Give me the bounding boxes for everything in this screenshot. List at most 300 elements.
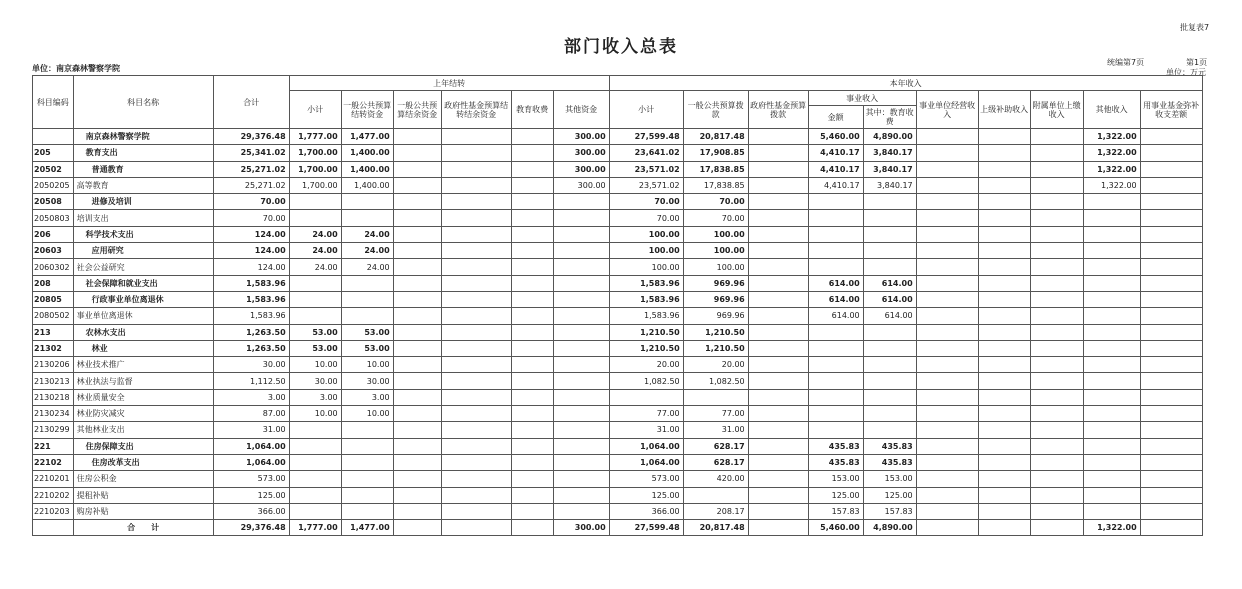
cell-upper bbox=[978, 471, 1030, 487]
table-row bbox=[33, 357, 1203, 373]
cell-other bbox=[1083, 243, 1140, 259]
cell-affil bbox=[1030, 357, 1083, 373]
cell-affil bbox=[1030, 177, 1083, 193]
cell-biz_oper bbox=[916, 454, 978, 470]
cell-other bbox=[1083, 422, 1140, 438]
cell-p_gen bbox=[341, 210, 393, 226]
cell-biz_oper bbox=[916, 340, 978, 356]
cell-c_fund bbox=[748, 259, 808, 275]
table-row bbox=[33, 145, 1203, 161]
cell-c_sub: 1,210.50 bbox=[609, 340, 683, 356]
cell-p_sub bbox=[289, 503, 341, 519]
cell-upper bbox=[978, 129, 1030, 145]
table-row bbox=[33, 129, 1203, 145]
col-cur-fund: 政府性基金预算拨款 bbox=[748, 91, 808, 129]
cell-p_gen: 1,477.00 bbox=[341, 129, 393, 145]
row-name: 住房改革支出 bbox=[73, 454, 213, 470]
cell-p_edu bbox=[511, 145, 553, 161]
row-code: 22102 bbox=[33, 454, 74, 470]
cell-p_fund bbox=[441, 340, 511, 356]
cell-p_edu bbox=[511, 357, 553, 373]
row-name: 科学技术支出 bbox=[73, 226, 213, 242]
cell-p_gen2 bbox=[393, 438, 441, 454]
cell-offset bbox=[1140, 357, 1202, 373]
cell-c_fund bbox=[748, 454, 808, 470]
cell-total: 1,064.00 bbox=[213, 438, 289, 454]
cell-p_gen2 bbox=[393, 324, 441, 340]
cell-total: 1,064.00 bbox=[213, 454, 289, 470]
cell-biz_oper bbox=[916, 259, 978, 275]
cell-p_gen2 bbox=[393, 243, 441, 259]
page-info: 统编第7页 bbox=[1107, 58, 1145, 67]
col-biz-edu: 其中：教育收费 bbox=[863, 106, 916, 129]
cell-biz_edu: 3,840.17 bbox=[863, 145, 916, 161]
cell-other bbox=[1083, 438, 1140, 454]
table-row bbox=[33, 291, 1203, 307]
row-name: 高等教育 bbox=[73, 177, 213, 193]
row-name: 林业防灾减灾 bbox=[73, 406, 213, 422]
cell-total: 30.00 bbox=[213, 357, 289, 373]
cell-p_edu bbox=[511, 454, 553, 470]
cell-other bbox=[1083, 340, 1140, 356]
row-name: 培训支出 bbox=[73, 210, 213, 226]
cell-p_other bbox=[553, 259, 609, 275]
cell-c_sub: 366.00 bbox=[609, 503, 683, 519]
cell-c_gen: 17,838.85 bbox=[683, 177, 748, 193]
cell-upper bbox=[978, 340, 1030, 356]
cell-p_gen bbox=[341, 275, 393, 291]
table-row bbox=[33, 194, 1203, 210]
cell-biz_amt bbox=[808, 422, 863, 438]
col-prev-general: 一般公共预算结转资金 bbox=[341, 91, 393, 129]
form-id: 批复表7 bbox=[1180, 23, 1210, 32]
cell-affil bbox=[1030, 194, 1083, 210]
cell-p_fund bbox=[441, 487, 511, 503]
cell-upper bbox=[978, 308, 1030, 324]
cell-biz_amt: 614.00 bbox=[808, 291, 863, 307]
cell-p_fund bbox=[441, 177, 511, 193]
cell-p_edu bbox=[511, 243, 553, 259]
col-prev-general2: 一般公共预算结余资金 bbox=[393, 91, 441, 129]
col-group-prev: 上年结转 bbox=[289, 76, 609, 91]
cell-biz_amt bbox=[808, 406, 863, 422]
row-code: 2080502 bbox=[33, 308, 74, 324]
cell-p_other bbox=[553, 406, 609, 422]
cell-biz_amt bbox=[808, 259, 863, 275]
cell-p_edu bbox=[511, 226, 553, 242]
cell-c_sub: 1,583.96 bbox=[609, 291, 683, 307]
cell-p_gen2 bbox=[393, 308, 441, 324]
cell-p_gen: 3.00 bbox=[341, 389, 393, 405]
cell-offset bbox=[1140, 194, 1202, 210]
total-label: 合 计 bbox=[73, 520, 213, 536]
cell-p_edu bbox=[511, 340, 553, 356]
cell-p_edu bbox=[511, 259, 553, 275]
cell-upper bbox=[978, 275, 1030, 291]
row-code: 2210202 bbox=[33, 487, 74, 503]
cell-total: 366.00 bbox=[213, 503, 289, 519]
row-name: 住房公积金 bbox=[73, 471, 213, 487]
cell-p_gen2 bbox=[393, 275, 441, 291]
cell-total: 124.00 bbox=[213, 226, 289, 242]
cell-p_edu bbox=[511, 438, 553, 454]
cell-p_other bbox=[553, 471, 609, 487]
cell-biz_amt: 614.00 bbox=[808, 308, 863, 324]
cell-affil bbox=[1030, 454, 1083, 470]
cell-p_sub: 24.00 bbox=[289, 243, 341, 259]
cell-offset bbox=[1140, 340, 1202, 356]
cell-biz_amt bbox=[808, 340, 863, 356]
table-row bbox=[33, 471, 1203, 487]
cell-other: 1,322.00 bbox=[1083, 161, 1140, 177]
cell-p_other bbox=[553, 357, 609, 373]
cell-p_fund bbox=[441, 471, 511, 487]
cell-p_gen2 bbox=[393, 503, 441, 519]
cell-p_fund bbox=[441, 308, 511, 324]
cell-c_sub bbox=[609, 389, 683, 405]
cell-offset bbox=[1140, 422, 1202, 438]
cell-affil bbox=[1030, 438, 1083, 454]
col-cur-subtotal: 小计 bbox=[609, 91, 683, 129]
cell-c_fund bbox=[748, 161, 808, 177]
cell-biz_amt bbox=[808, 357, 863, 373]
cell-upper bbox=[978, 226, 1030, 242]
cell-biz_oper bbox=[916, 210, 978, 226]
row-code: 2050803 bbox=[33, 210, 74, 226]
cell-offset bbox=[1140, 210, 1202, 226]
row-code: 2210201 bbox=[33, 471, 74, 487]
table-row bbox=[33, 373, 1203, 389]
cell-biz_edu: 157.83 bbox=[863, 503, 916, 519]
cell-p_gen2 bbox=[393, 194, 441, 210]
cell-c_sub: 31.00 bbox=[609, 422, 683, 438]
cell-total: 29,376.48 bbox=[213, 129, 289, 145]
cell-total: 1,583.96 bbox=[213, 291, 289, 307]
cell-p_sub: 3.00 bbox=[289, 389, 341, 405]
cell-offset bbox=[1140, 471, 1202, 487]
cell-biz_edu: 3,840.17 bbox=[863, 161, 916, 177]
col-prev-other: 其他资金 bbox=[553, 91, 609, 129]
cell-p_gen2 bbox=[393, 145, 441, 161]
cell-p_gen2 bbox=[393, 129, 441, 145]
cell-c_fund bbox=[748, 503, 808, 519]
cell-p_sub: 24.00 bbox=[289, 259, 341, 275]
cell-total: 1,112.50 bbox=[213, 373, 289, 389]
row-code bbox=[33, 129, 74, 145]
table-row bbox=[33, 226, 1203, 242]
cell-affil bbox=[1030, 210, 1083, 226]
row-name: 社会公益研究 bbox=[73, 259, 213, 275]
cell-affil bbox=[1030, 487, 1083, 503]
cell-c_sub: 100.00 bbox=[609, 226, 683, 242]
cell-biz_edu: 3,840.17 bbox=[863, 177, 916, 193]
cell-biz_oper bbox=[916, 275, 978, 291]
col-affiliate: 附属单位上缴收入 bbox=[1030, 91, 1083, 129]
cell-other bbox=[1083, 226, 1140, 242]
cell-p_other: 300.00 bbox=[553, 177, 609, 193]
cell-offset bbox=[1140, 406, 1202, 422]
cell-p_edu bbox=[511, 487, 553, 503]
cell-biz_oper bbox=[916, 503, 978, 519]
cell-c_gen bbox=[683, 389, 748, 405]
cell-p_other bbox=[553, 487, 609, 503]
row-code: 2130234 bbox=[33, 406, 74, 422]
cell-biz_amt bbox=[808, 389, 863, 405]
row-code: 206 bbox=[33, 226, 74, 242]
cell-offset bbox=[1140, 259, 1202, 275]
cell-biz_edu: 614.00 bbox=[863, 291, 916, 307]
row-name: 南京森林警察学院 bbox=[73, 129, 213, 145]
cell-c_fund bbox=[748, 291, 808, 307]
table-row bbox=[33, 406, 1203, 422]
cell-c_fund bbox=[748, 177, 808, 193]
cell-p_gen bbox=[341, 291, 393, 307]
cell-total: 125.00 bbox=[213, 487, 289, 503]
cell-p_sub bbox=[289, 275, 341, 291]
cell-p_edu bbox=[511, 422, 553, 438]
cell-p_gen2 bbox=[393, 226, 441, 242]
cell-c_gen: 17,908.85 bbox=[683, 145, 748, 161]
cell-p_fund bbox=[441, 275, 511, 291]
cell-c_sub: 27,599.48 bbox=[609, 129, 683, 145]
cell-p_gen2 bbox=[393, 487, 441, 503]
cell-total: 1,263.50 bbox=[213, 324, 289, 340]
cell-c_sub: 1,210.50 bbox=[609, 324, 683, 340]
cell-total: 1,263.50 bbox=[213, 340, 289, 356]
cell-p_sub bbox=[289, 487, 341, 503]
cell-p_sub: 10.00 bbox=[289, 357, 341, 373]
cell-p_fund bbox=[441, 324, 511, 340]
col-biz-oper: 事业单位经营收入 bbox=[916, 91, 978, 129]
table-row bbox=[33, 177, 1203, 193]
col-cur-general: 一般公共预算拨款 bbox=[683, 91, 748, 129]
cell-c_sub: 23,571.02 bbox=[609, 161, 683, 177]
cell-p_gen2 bbox=[393, 389, 441, 405]
row-code: 2050205 bbox=[33, 177, 74, 193]
cell-c_fund bbox=[748, 226, 808, 242]
cell-biz_amt bbox=[808, 194, 863, 210]
cell-p_sub: 1,700.00 bbox=[289, 161, 341, 177]
cell-upper bbox=[978, 357, 1030, 373]
cell-affil bbox=[1030, 259, 1083, 275]
cell-biz_edu bbox=[863, 340, 916, 356]
cell-c_fund bbox=[748, 471, 808, 487]
row-name: 购房补贴 bbox=[73, 503, 213, 519]
cell-upper bbox=[978, 454, 1030, 470]
row-name: 教育支出 bbox=[73, 145, 213, 161]
cell-c_fund bbox=[748, 406, 808, 422]
table-row bbox=[33, 308, 1203, 324]
cell-p_other bbox=[553, 324, 609, 340]
cell-offset bbox=[1140, 438, 1202, 454]
cell-p_sub: 30.00 bbox=[289, 373, 341, 389]
cell-other: 1,322.00 bbox=[1083, 177, 1140, 193]
cell-upper bbox=[978, 438, 1030, 454]
cell-p_other bbox=[553, 503, 609, 519]
row-name: 应用研究 bbox=[73, 243, 213, 259]
cell-c_fund bbox=[748, 487, 808, 503]
cell-other bbox=[1083, 487, 1140, 503]
cell-p_fund bbox=[441, 454, 511, 470]
col-code: 科目编码 bbox=[33, 76, 74, 129]
cell-c_sub: 23,571.02 bbox=[609, 177, 683, 193]
cell-other bbox=[1083, 357, 1140, 373]
cell-upper bbox=[978, 406, 1030, 422]
cell-upper bbox=[978, 243, 1030, 259]
row-code: 20603 bbox=[33, 243, 74, 259]
cell-p_other bbox=[553, 373, 609, 389]
cell-c_gen: 77.00 bbox=[683, 406, 748, 422]
cell-c_sub: 1,064.00 bbox=[609, 454, 683, 470]
cell-biz_edu bbox=[863, 243, 916, 259]
cell-offset bbox=[1140, 145, 1202, 161]
unit-label: 单位：南京森林警察学院 bbox=[32, 64, 120, 73]
cell-biz_edu bbox=[863, 226, 916, 242]
cell-upper bbox=[978, 389, 1030, 405]
cell-p_sub bbox=[289, 471, 341, 487]
currency-unit: 单位：万元 bbox=[1166, 68, 1206, 77]
cell-p_sub bbox=[289, 194, 341, 210]
cell-biz_oper bbox=[916, 129, 978, 145]
cell-c_gen: 208.17 bbox=[683, 503, 748, 519]
cell-c_sub: 70.00 bbox=[609, 210, 683, 226]
cell-p_other bbox=[553, 438, 609, 454]
cell-c_fund bbox=[748, 340, 808, 356]
cell-affil bbox=[1030, 406, 1083, 422]
cell-p_gen2 bbox=[393, 161, 441, 177]
cell-upper bbox=[978, 194, 1030, 210]
cell-c_gen: 1,210.50 bbox=[683, 324, 748, 340]
cell-biz_edu: 435.83 bbox=[863, 438, 916, 454]
cell-p_sub bbox=[289, 438, 341, 454]
cell-c_gen bbox=[683, 487, 748, 503]
table-row bbox=[33, 161, 1203, 177]
cell-c_gen: 628.17 bbox=[683, 454, 748, 470]
col-biz-amount: 金额 bbox=[808, 106, 863, 129]
total-row: 合 计 29,376.48 1,777.00 1,477.00 300.00 27,599.48 20,817.48 5,460.00 4,890.00 1,322.00 bbox=[33, 520, 1203, 536]
cell-biz_edu: 125.00 bbox=[863, 487, 916, 503]
row-code: 221 bbox=[33, 438, 74, 454]
cell-c_sub: 100.00 bbox=[609, 259, 683, 275]
table-row bbox=[33, 259, 1203, 275]
cell-affil bbox=[1030, 503, 1083, 519]
cell-p_sub bbox=[289, 291, 341, 307]
cell-upper bbox=[978, 487, 1030, 503]
cell-p_other bbox=[553, 243, 609, 259]
cell-p_gen: 24.00 bbox=[341, 226, 393, 242]
row-code: 2130213 bbox=[33, 373, 74, 389]
cell-total: 87.00 bbox=[213, 406, 289, 422]
cell-p_fund bbox=[441, 145, 511, 161]
cell-biz_oper bbox=[916, 389, 978, 405]
col-prev-fund: 政府性基金预算结转结余资金 bbox=[441, 91, 511, 129]
cell-p_edu bbox=[511, 129, 553, 145]
cell-p_gen: 1,400.00 bbox=[341, 145, 393, 161]
cell-other bbox=[1083, 259, 1140, 275]
cell-offset bbox=[1140, 454, 1202, 470]
cell-p_edu bbox=[511, 503, 553, 519]
cell-biz_oper bbox=[916, 226, 978, 242]
cell-upper bbox=[978, 503, 1030, 519]
cell-p_fund bbox=[441, 422, 511, 438]
cell-p_edu bbox=[511, 471, 553, 487]
row-name: 林业技术推广 bbox=[73, 357, 213, 373]
cell-affil bbox=[1030, 373, 1083, 389]
cell-c_sub: 77.00 bbox=[609, 406, 683, 422]
cell-c_fund bbox=[748, 422, 808, 438]
cell-p_gen bbox=[341, 308, 393, 324]
cell-total: 25,341.02 bbox=[213, 145, 289, 161]
cell-c_gen: 70.00 bbox=[683, 210, 748, 226]
cell-total: 1,583.96 bbox=[213, 308, 289, 324]
cell-c_fund bbox=[748, 145, 808, 161]
cell-affil bbox=[1030, 324, 1083, 340]
cell-p_fund bbox=[441, 438, 511, 454]
cell-c_gen: 969.96 bbox=[683, 308, 748, 324]
cell-p_fund bbox=[441, 210, 511, 226]
cell-biz_oper bbox=[916, 177, 978, 193]
cell-biz_amt: 614.00 bbox=[808, 275, 863, 291]
table-row bbox=[33, 438, 1203, 454]
cell-p_edu bbox=[511, 291, 553, 307]
cell-p_gen: 1,400.00 bbox=[341, 161, 393, 177]
row-code: 208 bbox=[33, 275, 74, 291]
cell-c_gen: 100.00 bbox=[683, 243, 748, 259]
cell-p_gen: 30.00 bbox=[341, 373, 393, 389]
cell-c_gen: 420.00 bbox=[683, 471, 748, 487]
cell-upper bbox=[978, 177, 1030, 193]
cell-biz_edu bbox=[863, 324, 916, 340]
cell-p_sub: 1,700.00 bbox=[289, 145, 341, 161]
cell-c_fund bbox=[748, 389, 808, 405]
cell-biz_edu bbox=[863, 373, 916, 389]
cell-biz_edu bbox=[863, 210, 916, 226]
cell-upper bbox=[978, 210, 1030, 226]
cell-c_fund bbox=[748, 194, 808, 210]
cell-p_gen: 24.00 bbox=[341, 243, 393, 259]
cell-c_gen: 1,210.50 bbox=[683, 340, 748, 356]
cell-total: 1,583.96 bbox=[213, 275, 289, 291]
cell-p_other bbox=[553, 275, 609, 291]
cell-p_other bbox=[553, 291, 609, 307]
cell-other bbox=[1083, 454, 1140, 470]
table-row bbox=[33, 243, 1203, 259]
cell-p_fund bbox=[441, 406, 511, 422]
cell-p_gen2 bbox=[393, 454, 441, 470]
cell-biz_oper bbox=[916, 357, 978, 373]
cell-p_other bbox=[553, 454, 609, 470]
cell-c_gen: 31.00 bbox=[683, 422, 748, 438]
cell-p_gen2 bbox=[393, 471, 441, 487]
cell-biz_amt bbox=[808, 226, 863, 242]
cell-total: 124.00 bbox=[213, 243, 289, 259]
cell-total: 3.00 bbox=[213, 389, 289, 405]
cell-other bbox=[1083, 308, 1140, 324]
cell-p_other bbox=[553, 226, 609, 242]
cell-p_fund bbox=[441, 226, 511, 242]
cell-upper bbox=[978, 161, 1030, 177]
cell-p_gen2 bbox=[393, 373, 441, 389]
cell-p_sub: 53.00 bbox=[289, 340, 341, 356]
table-row bbox=[33, 503, 1203, 519]
cell-c_sub: 70.00 bbox=[609, 194, 683, 210]
cell-p_fund bbox=[441, 243, 511, 259]
row-name: 社会保障和就业支出 bbox=[73, 275, 213, 291]
cell-upper bbox=[978, 291, 1030, 307]
cell-p_sub: 10.00 bbox=[289, 406, 341, 422]
cell-biz_amt: 157.83 bbox=[808, 503, 863, 519]
cell-biz_oper bbox=[916, 471, 978, 487]
